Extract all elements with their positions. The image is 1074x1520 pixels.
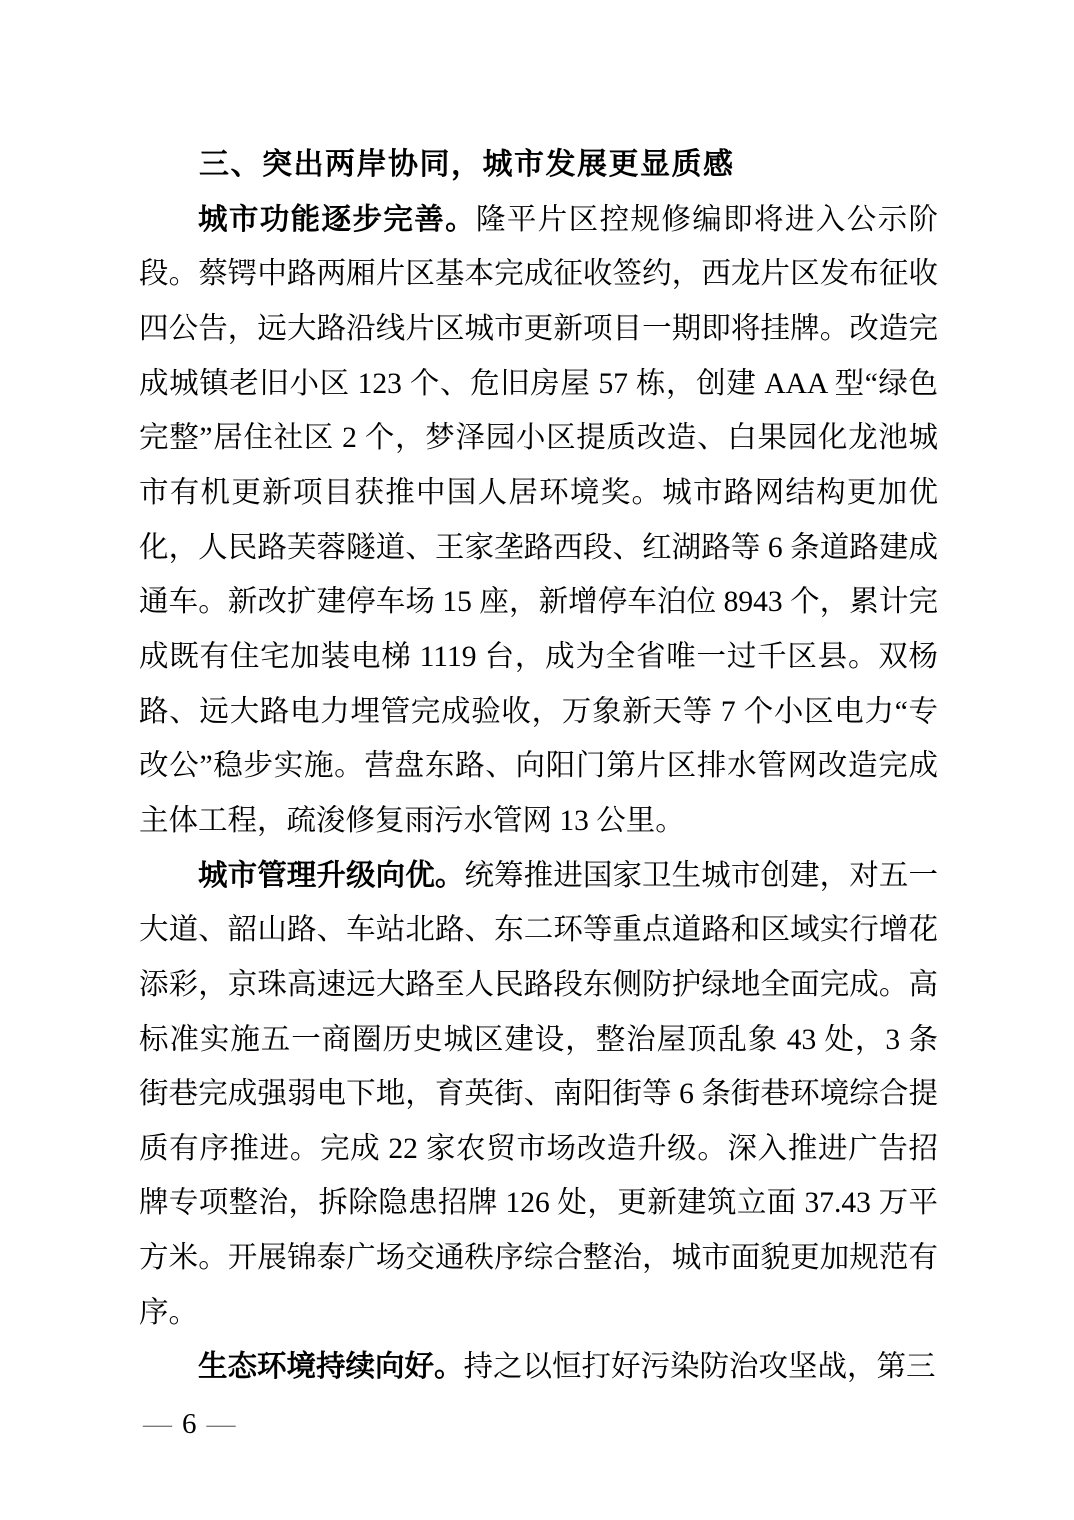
paragraph-text: 持之以恒打好污染防治攻坚战，第三	[463, 1351, 936, 1384]
paragraph	[139, 849, 938, 1341]
section-heading: 三、突出两岸协同，城市发展更显质感	[199, 148, 735, 181]
page-number-right-dash: —	[206, 1408, 238, 1440]
paragraph-lead: 生态环境持续向好。	[198, 1351, 464, 1384]
paragraph-text: 隆平片区控规修编即将进入公示阶段。蔡锷中路两厢片区基本完成征收签约，西龙片区发布征收四公告，远大路沿线片区城市更新项目一期即将挂牌。改造完成城镇老旧小区 123 个、危旧房屋 57 栋，创建 AAA 型“绿色完整”居住社区 2 个，梦泽园小区提质改造、白果园化龙池城市有机更新项目获推中国人居环境奖。城市路网结构更加优化，人民路芙蓉隧道、王家垄路西段、红湖路等 6 条道路建成通车。新改扩建停车场 15 座，新增停车泊位 8943 个，累计完成既有住宅加装电梯 1119 台，成为全省唯一过千区县。双杨路、远大路电力埋管完成验收，万象新天等 7 个小区电力“专改公”稳步实施。营盘东路、向阳门第片区排水管网改造完成主体工程，疏浚修复雨污水管网 13 公里。	[139, 203, 938, 837]
page-number-value: 6	[182, 1408, 199, 1440]
page-number-left-dash: —	[143, 1408, 174, 1440]
paragraph-text: 统筹推进国家卫生城市创建，对五一大道、韶山路、车站北路、东二环等重点道路和区域实行增花添彩，京珠高速远大路至人民路段东侧防护绿地全面完成。高标准实施五一商圈历史城区建设，整治屋顶乱象 43 处，3 条街巷完成强弱电下地，育英街、南阳街等 6 条街巷环境综合提质有序推进。完成 22 家农贸市场改造升级。深入推进广告招牌专项整治，拆除隐患招牌 126 处，更新建筑立面 37.43 万平方米。开展锦泰广场交通秩序综合整治，城市面貌更加规范有序。	[139, 859, 938, 1329]
paragraph-lead: 城市管理升级向优。	[198, 859, 465, 892]
document-body	[139, 138, 938, 1395]
page-number	[143, 1404, 238, 1444]
paragraph	[139, 193, 938, 849]
paragraph	[139, 1340, 938, 1395]
paragraph-lead: 城市功能逐步完善。	[198, 203, 477, 236]
